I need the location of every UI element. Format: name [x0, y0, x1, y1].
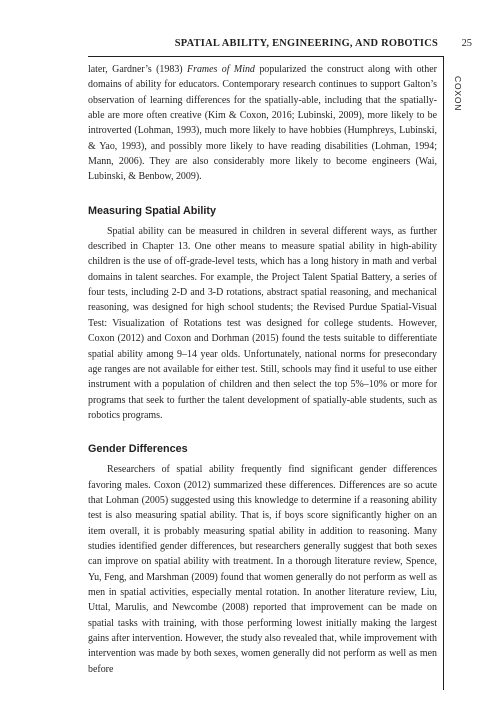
paragraph-text: popularized the construct along with other domains of ability for educators. Contemporary research continues to support Galton’s observation of learning differences for the spatially-able, including that the spatially-able are more often creative (Kim & Coxon, 2016; Lubinski, 2009), more likely to be introverted (Lohman, 1993), much more likely to have hobbies (Humphreys, Lubinski, & Yao, 1993), and possibly more likely to have reading disabilities (Lohman, 1994; Mann, 2006). They are also considerably more likely to become engineers (Wai, Lubinski, & Benbow, 2009).	[88, 64, 437, 183]
paragraph-measuring: Spatial ability can be measured in children in several different ways, as further described in Chapter 13. One other means to measure spatial ability in high-ability children is the use of off-grade-level tests, which has a long history in math and verbal domains in talent searches. For example, the Project Talent Spatial Battery, a series of four tests, including 2-D and 3-D rotations, abstract spatial reasoning, and mechanical reasoning, was designed for high school students; the Revised Purdue Spatial-Visual Test: Visualization of Rotations test was designed for college students. However, Coxon (2012) and Coxon and Dorhman (2015) found the tests suitable to differentiate spatial ability among 9–14 year olds. Unfortunately, national norms for presecondary age ranges are not available for either test. Still, schools may find it useful to use either instrument with a population of children and then select the top 5%–10% or more for programs that seek to further the talent development of spatially-able students, such as robotics programs.	[88, 225, 437, 421]
running-head: SPATIAL ABILITY, ENGINEERING, AND ROBOTICS	[174, 38, 438, 49]
book-title: Frames of Mind	[187, 64, 255, 75]
paragraph-text: later, Gardner’s (1983)	[88, 64, 188, 75]
page-body	[88, 62, 437, 677]
section-heading-measuring: Measuring Spatial Ability	[88, 204, 216, 217]
page-number: 25	[461, 38, 472, 49]
header-rule	[88, 56, 443, 57]
paragraph-gardner	[88, 62, 437, 185]
author-side-tab: COXON	[453, 76, 463, 112]
paragraph-gender: Researchers of spatial ability frequently find significant gender differences favoring males. Coxon (2012) summarized these differences. Differences are so acute that Lohman (2005) suggested using this knowledge to determine if a reasoning ability test is also measuring spatial ability. That is, if boys score significantly higher on an item overall, it is probably measuring spatial ability in addition to reasoning. Many studies identified gender differences, but researchers generally suggest that both sexes can improve on spatial ability with treatment. In a thorough literature review, Spence, Yu, Feng, and Marshman (2009) found that women generally do not perform as well as men in spatial activities, especially mental rotation. In another literature review, Liu, Uttal, Marulis, and Newcombe (2008) reported that improvement can be made on spatial tasks with training, with those performing lowest initially making the largest gains after intervention. However, the study also revealed that, while improvement with intervention was made by both sexes, women generally did not perform as well as men before	[88, 464, 437, 675]
margin-rule	[443, 56, 444, 690]
section-heading-gender: Gender Differences	[88, 443, 188, 456]
